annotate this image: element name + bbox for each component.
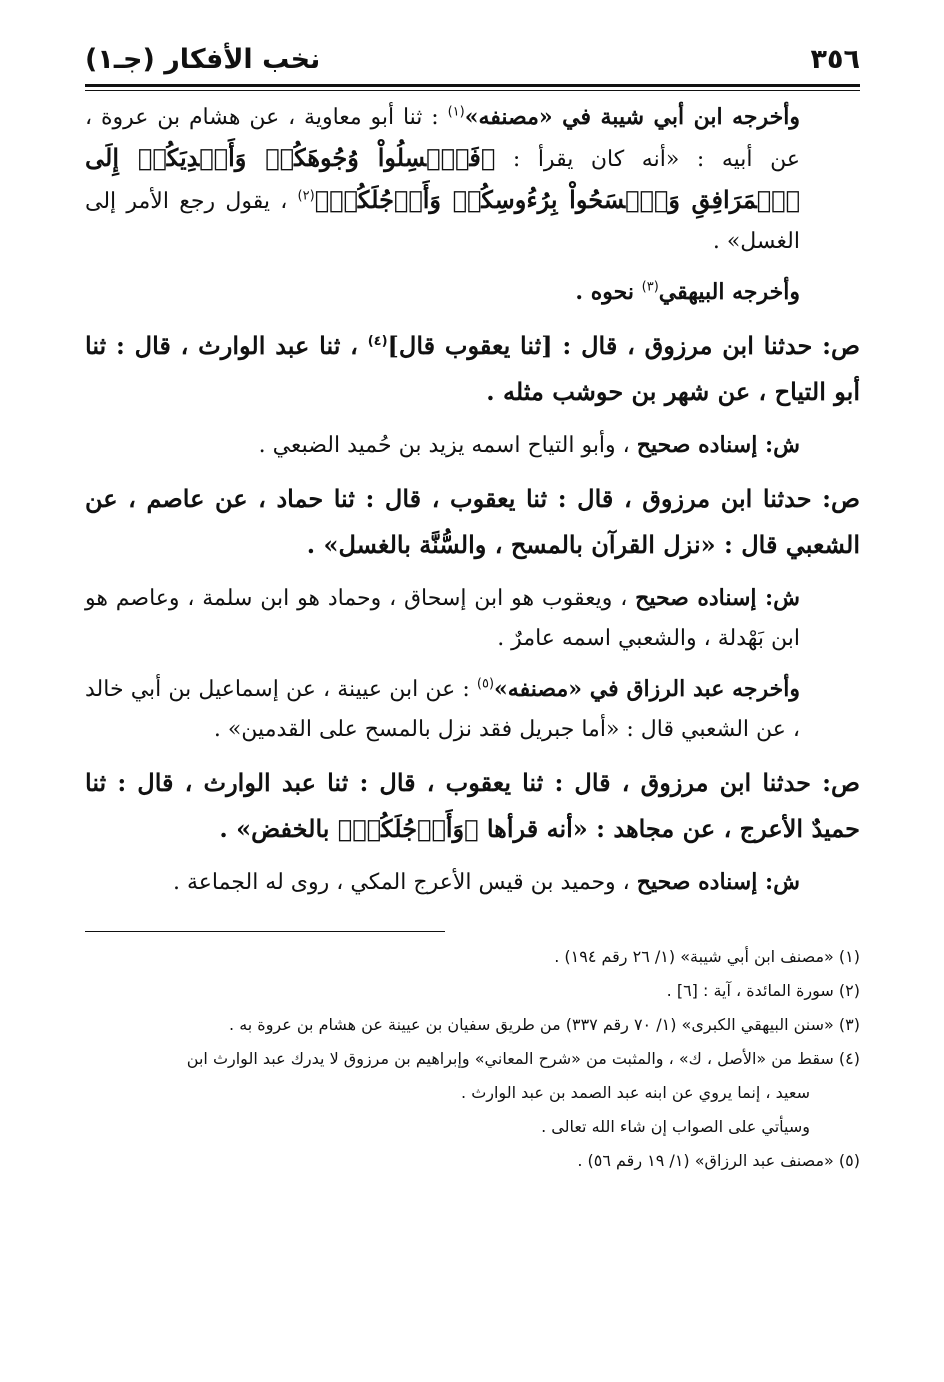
paragraph-text: : عن ابن عيينة ، عن إسماعيل بن أبي خالد ، عن الشعبي قال : «أما جبريل فقد نزل بالمسح على القدمين» . [85, 677, 800, 742]
footnote-4-continued: سعيد ، إنما يروي عن ابنه عبد الصمد بن عبد الوارث . [461, 1083, 810, 1102]
page-header [85, 36, 860, 82]
footnote-ref[interactable]: (٢) [297, 188, 315, 204]
paragraph-1 [85, 97, 860, 272]
paragraph-text: ، وحميد بن قيس الأعرج المكي ، روى له الجماعة . [172, 870, 637, 895]
paragraph-3 [85, 323, 860, 425]
footnote-5: (٥) «مصنف عبد الرزاق» (١/ ١٩ رقم ٥٦) . [577, 1151, 860, 1170]
paragraph-lead: ش: إسناده صحيح [636, 432, 800, 458]
paragraph-text: ، يقول رجع الأمر إلى الغسل» . [85, 189, 800, 254]
footnotes [85, 940, 860, 1178]
paragraph-6 [85, 578, 860, 669]
paragraph-9 [85, 862, 860, 913]
paragraph-text: ، ثنا عبد الوارث ، قال : ثنا أبو التياح ، عن شهر بن حوشب مثله . [85, 331, 860, 406]
footnote-ref[interactable]: (٣) [641, 279, 659, 295]
paragraph-text: ص: حدثنا ابن مرزوق ، قال : ثنا يعقوب ، قال : ثنا حماد ، عن عاصم ، عن الشعبي قال : «نزل القرآن بالمسح ، والسُّنَّة بالغسل» . [85, 484, 860, 559]
paragraph-lead: ش: إسناده صحيح [635, 585, 800, 611]
footnote-1: (١) «مصنف ابن أبي شيبة» (١/ ٢٦ رقم ١٩٤) . [554, 947, 860, 966]
book-page [85, 36, 860, 1178]
paragraph-text: ص: حدثنا ابن مرزوق ، قال : ثنا يعقوب ، قال : ثنا عبد الوارث ، قال : ثنا حميدٌ الأعرج ، عن مجاهد : «أنه قرأها [85, 768, 860, 843]
header-rule-thin [85, 90, 860, 91]
footnote-ref[interactable]: (١) [447, 104, 465, 120]
header-rule-thick [85, 84, 860, 87]
paragraph-7 [85, 669, 860, 760]
footnote-separator [85, 931, 445, 932]
paragraph-lead: ش: إسناده صحيح [636, 869, 800, 895]
footnote-4-note: وسيأتي على الصواب إن شاء الله تعالى . [541, 1117, 810, 1136]
paragraph-lead: وأخرجه البيهقي [658, 279, 800, 305]
page-number: ٣٥٦ [810, 43, 860, 75]
quran-verse: ﴿وَأَرۡجُلَكُمۡ﴾ [337, 814, 479, 843]
paragraph-text: ص: حدثنا ابن مرزوق ، قال : [ثنا يعقوب قال] [387, 331, 860, 360]
footnote-ref[interactable]: (٥) [476, 676, 495, 692]
footnote-4: (٤) سقط من «الأصل ، ك» ، والمثبت من «شرح المعاني» وإبراهيم بن مرزوق لا يدرك عبد الوارث ابن [186, 1049, 860, 1068]
paragraph-text: بالخفض» . [219, 814, 338, 843]
paragraph-text: ، وأبو التياح اسمه يزيد بن حُميد الضبعي . [258, 433, 637, 458]
footnote-2: (٢) سورة المائدة ، آية : [٦] . [666, 981, 860, 1000]
main-text [85, 97, 860, 913]
paragraph-8 [85, 760, 860, 862]
footnote-ref[interactable]: (٤) [367, 334, 388, 349]
paragraph-5 [85, 476, 860, 578]
footnote-3: (٣) «سنن البيهقي الكبرى» (١/ ٧٠ رقم ٣٣٧) من طريق سفيان بن عيينة عن هشام بن عروة به . [229, 1015, 860, 1034]
paragraph-text: ، ويعقوب هو ابن إسحاق ، وحماد هو ابن سلمة ، وعاصم هو ابن بَهْدلة ، والشعبي اسمه عامرٌ . [85, 586, 800, 651]
quran-verse: ﴿فَٱغۡسِلُواْ وُجُوهَكُمۡ وَأَيۡدِيَكُمۡ إِلَى ٱلۡمَرَافِقِ وَٱمۡسَحُواْ بِرُءُوسِكُمۡ وَأَرۡجُلَكُمۡ﴾ [85, 143, 800, 214]
paragraph-lead: وأخرجه عبد الرزاق في «مصنفه» [494, 676, 801, 702]
paragraph-4 [85, 425, 860, 476]
paragraph-2 [85, 272, 860, 323]
running-title: نخب الأفكار (جـ١) [85, 43, 321, 75]
paragraph-text: : ثنا أبو معاوية ، عن هشام بن عروة ، عن أبيه : «أنه كان يقرأ : [85, 105, 800, 172]
paragraph-lead: وأخرجه ابن أبي شيبة في «مصنفه» [464, 104, 800, 130]
paragraph-text: نحوه . [575, 279, 642, 305]
